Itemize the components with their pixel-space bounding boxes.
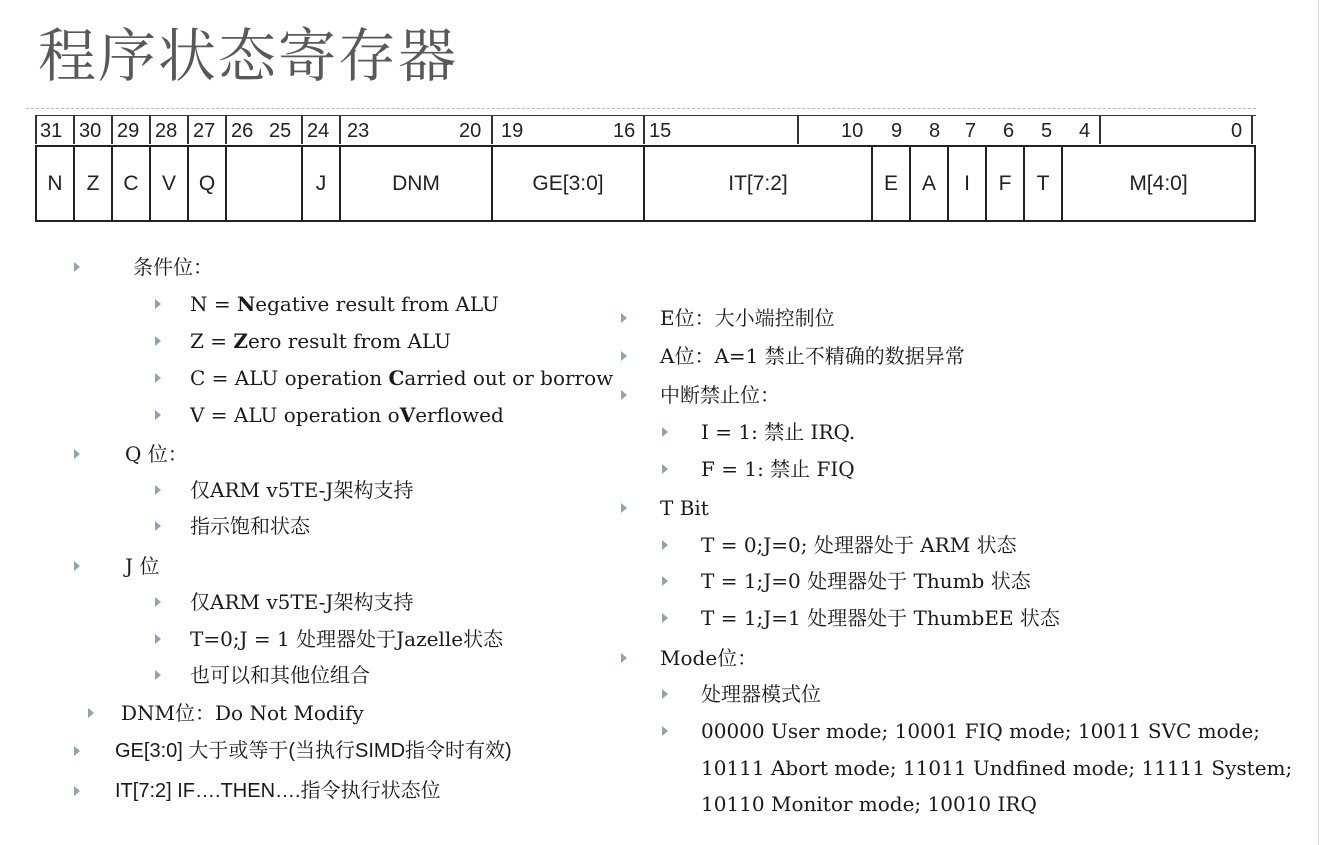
bit-tick: [225, 116, 227, 144]
slide-title: 程序状态寄存器: [38, 22, 459, 90]
bullet-text: T=0;J = 1 处理器处于Jazelle状态: [190, 627, 504, 651]
bullet-text: A位：A=1 禁止不精确的数据异常: [660, 344, 965, 368]
bullet-text: Mode位：: [660, 646, 758, 670]
bullet-arrow-icon: [74, 449, 80, 459]
bit-tick: [1251, 116, 1253, 144]
bit-tick: [111, 116, 113, 144]
bullet-text: T = 0;J=0; 处理器处于 ARM 状态: [701, 533, 1017, 557]
bullet-arrow-icon: [155, 373, 161, 383]
bold-letter: C: [388, 366, 405, 390]
register-field: Z: [75, 147, 113, 220]
bullet-arrow-icon: [621, 653, 627, 663]
register-field: N: [37, 147, 75, 220]
bit-number: 10: [841, 120, 864, 142]
bit-number: 20: [459, 120, 482, 142]
bullet-text-part: N =: [190, 292, 237, 316]
bit-number: 15: [649, 120, 672, 142]
bullet-text: 指示饱和状态: [190, 514, 310, 538]
bit-tick: [643, 116, 645, 144]
bit-number: 16: [613, 120, 636, 142]
bullet-text-part: C = ALU operation: [190, 366, 389, 390]
register-field-row: [35, 145, 1256, 222]
bit-tick: [35, 116, 37, 144]
register-field: GE[3:0]: [493, 147, 645, 220]
title-divider: [26, 108, 1256, 109]
bullet-text: 中断禁止位：: [660, 383, 780, 407]
bit-number: 0: [1231, 120, 1243, 142]
bullet-text: 仅ARM v5TE-J架构支持: [190, 590, 414, 614]
bullet-text: IT[7:2] IF….THEN….指令执行状态位: [115, 780, 441, 802]
bullet-text: GE[3:0] 大于或等于(当执行SIMD指令时有效): [115, 740, 512, 762]
bullet-text: Q 位：: [125, 442, 188, 466]
register-field: C: [113, 147, 151, 220]
bullet-arrow-icon: [662, 613, 668, 623]
register-field: [227, 147, 303, 220]
bullet-text: 也可以和其他位组合: [190, 663, 370, 687]
psr-register-diagram: [35, 115, 1256, 223]
bit-number: 24: [307, 120, 330, 142]
bullet-text-part: egative result from ALU: [255, 292, 499, 316]
bullet-arrow-icon: [88, 708, 94, 718]
register-field: IT[7:2]: [645, 147, 873, 220]
bit-number: 19: [501, 120, 524, 142]
bit-tick: [73, 116, 75, 144]
bit-tick: [301, 116, 303, 144]
bullet-arrow-icon: [662, 576, 668, 586]
bullet-arrow-icon: [74, 786, 80, 796]
bullet-text: [190, 292, 499, 316]
bit-number: 30: [79, 120, 102, 142]
bullet-text: T = 1;J=0 处理器处于 Thumb 状态: [701, 569, 1031, 593]
bit-number: 25: [269, 120, 292, 142]
bullet-arrow-icon: [155, 597, 161, 607]
bullet-arrow-icon: [155, 521, 161, 531]
bullet-arrow-icon: [155, 336, 161, 346]
register-field: F: [987, 147, 1025, 220]
bit-number: 26: [231, 120, 254, 142]
bullet-arrow-icon: [662, 726, 668, 736]
bullet-arrow-icon: [74, 262, 80, 272]
bullet-arrow-icon: [155, 485, 161, 495]
bullet-text: [190, 403, 504, 427]
bullet-arrow-icon: [74, 561, 80, 571]
bullet-arrow-icon: [662, 427, 668, 437]
bullet-text: 00000 User mode; 10001 FIQ mode; 10011 SVC mode;: [701, 719, 1261, 743]
bit-tick: [491, 116, 493, 144]
register-field: Q: [189, 147, 227, 220]
register-field: DNM: [341, 147, 493, 220]
bit-tick: [1099, 116, 1101, 144]
bullet-text: 10111 Abort mode; 11011 Undfined mode; 11111 System;: [701, 756, 1293, 780]
bullet-text: 条件位：: [133, 255, 213, 279]
bullet-text-part: Z =: [190, 329, 234, 353]
bullet-arrow-icon: [662, 540, 668, 550]
bullet-text: E位：大小端控制位: [660, 306, 835, 330]
bullet-arrow-icon: [155, 634, 161, 644]
bullet-arrow-icon: [155, 299, 161, 309]
bit-tick: [187, 116, 189, 144]
bullet-text: 处理器模式位: [701, 682, 821, 706]
bullet-text-part: arried out or borrow: [404, 366, 614, 390]
bullet-arrow-icon: [74, 746, 80, 756]
register-field: E: [873, 147, 911, 220]
bullet-arrow-icon: [662, 464, 668, 474]
bold-letter: Z: [233, 329, 248, 353]
bullet-arrow-icon: [621, 390, 627, 400]
bit-number: 6: [1003, 120, 1015, 142]
bit-number: 29: [117, 120, 140, 142]
bullet-arrow-icon: [621, 351, 627, 361]
bullet-text: F = 1: 禁止 FIQ: [701, 457, 855, 481]
bit-tick: [339, 116, 341, 144]
bit-number: 28: [155, 120, 178, 142]
register-field: I: [949, 147, 987, 220]
bullet-text: 10110 Monitor mode; 10010 IRQ: [701, 792, 1037, 816]
bullet-arrow-icon: [155, 410, 161, 420]
slide-edge-line: [1318, 0, 1319, 845]
register-field: T: [1025, 147, 1063, 220]
bullet-text: DNM位：Do Not Modify: [121, 701, 364, 725]
bit-number: 9: [891, 120, 903, 142]
bit-number: 4: [1079, 120, 1091, 142]
register-field: A: [911, 147, 949, 220]
bullet-arrow-icon: [155, 670, 161, 680]
bit-tick: [149, 116, 151, 144]
bold-letter: N: [236, 292, 256, 316]
bit-number: 7: [965, 120, 977, 142]
register-field: V: [151, 147, 189, 220]
bullet-text: T = 1;J=1 处理器处于 ThumbEE 状态: [701, 606, 1060, 630]
bullet-text: T Bit: [660, 496, 709, 520]
bullet-text-part: ero result from ALU: [247, 329, 451, 353]
bullet-text: [190, 366, 613, 390]
bit-number: 31: [40, 120, 63, 142]
bullet-text: [190, 329, 451, 353]
bit-number-row: [35, 115, 1256, 146]
bit-number: 8: [929, 120, 941, 142]
bit-number: 23: [347, 120, 370, 142]
bullet-text: J 位: [125, 554, 160, 578]
register-field: J: [303, 147, 341, 220]
bullet-text-part: V = ALU operation o: [190, 403, 400, 427]
bullet-text: I = 1: 禁止 IRQ.: [701, 420, 856, 444]
bullet-arrow-icon: [662, 689, 668, 699]
bullet-arrow-icon: [621, 503, 627, 513]
bullet-text: 仅ARM v5TE-J架构支持: [190, 478, 414, 502]
bullet-text-part: erflowed: [415, 403, 504, 427]
register-field: M[4:0]: [1129, 171, 1188, 195]
bit-tick: [797, 116, 799, 144]
bit-number: 27: [193, 120, 216, 142]
bold-letter: V: [399, 403, 416, 427]
bit-number: 5: [1041, 120, 1053, 142]
bullet-arrow-icon: [621, 313, 627, 323]
